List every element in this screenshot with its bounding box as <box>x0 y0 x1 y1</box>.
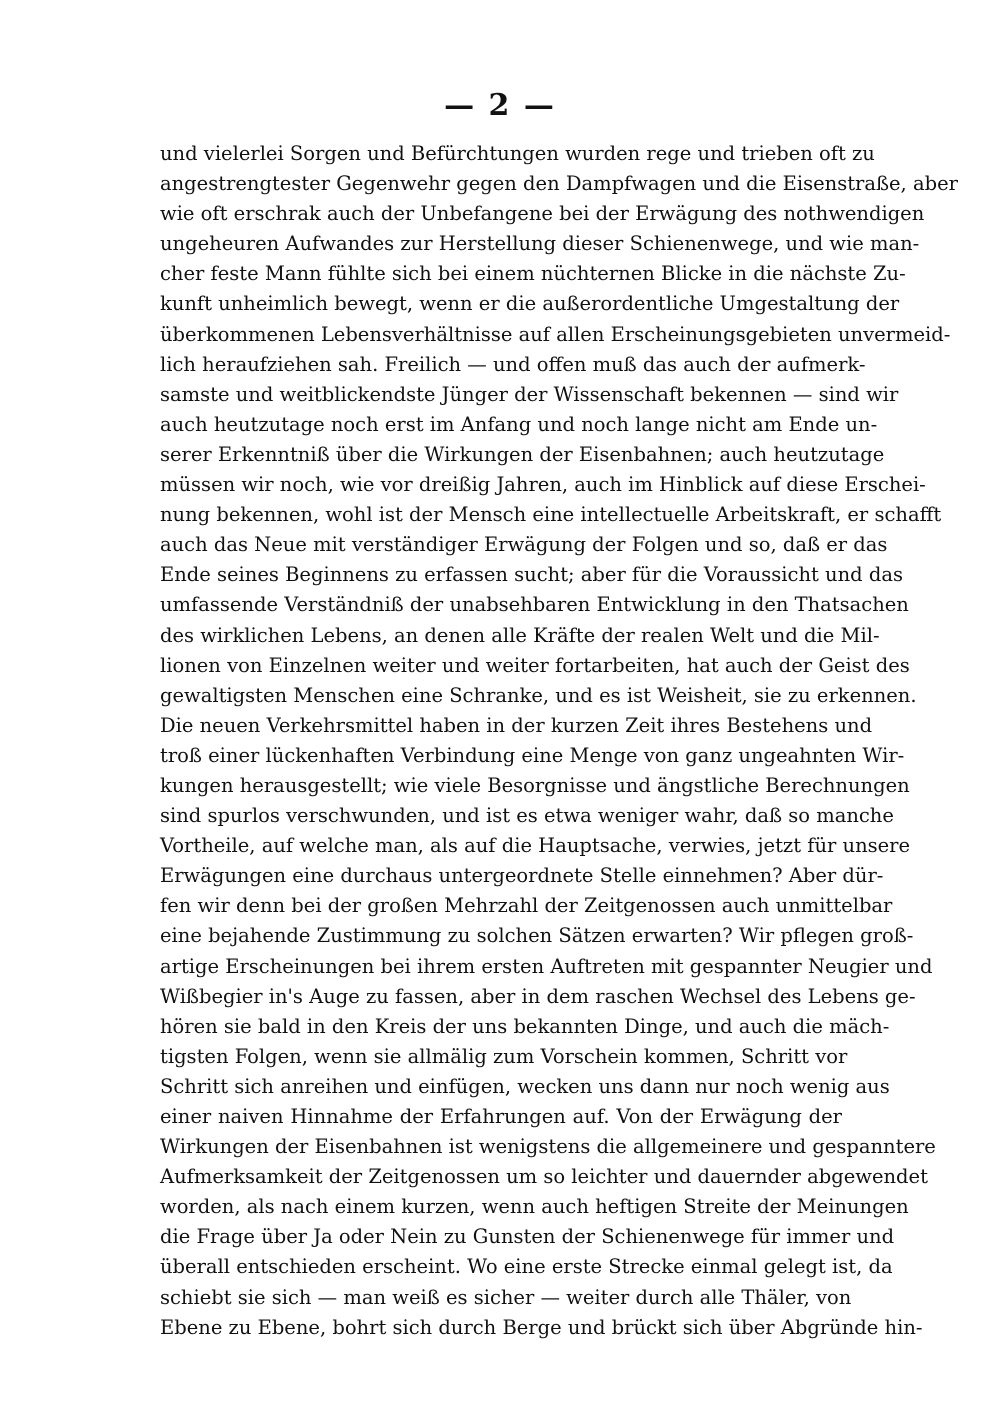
text-line: umfassende Verständniß der unabsehbaren Entwicklung in den Thatsachen <box>160 593 909 617</box>
body-text <box>160 139 958 1343</box>
text-line: Die neuen Verkehrsmittel haben in der kurzen Zeit ihres Bestehens und <box>160 713 873 737</box>
text-line: Vortheile, auf welche man, als auf die Hauptsache, verwies, jetzt für unsere <box>160 834 911 858</box>
text-line: serer Erkenntniß über die Wirkungen der Eisenbahnen; auch heutzutage <box>160 442 885 466</box>
text-line: wie oft erschrak auch der Unbefangene bei der Erwägung des nothwendigen <box>160 202 925 226</box>
text-line: überall entschieden erscheint. Wo eine erste Strecke einmal gelegt ist, da <box>160 1255 893 1279</box>
text-line: auch heutzutage noch erst im Anfang und noch lange nicht am Ende un- <box>160 412 878 436</box>
text-line: cher feste Mann fühlte sich bei einem nüchternen Blicke in die nächste Zu- <box>160 262 906 286</box>
text-line: überkommenen Lebensverhältnisse auf allen Erscheinungsgebieten unvermeid- <box>160 322 951 346</box>
text-line: sind spurlos verschwunden, und ist es etwa weniger wahr, daß so manche <box>160 804 894 828</box>
text-line: artige Erscheinungen bei ihrem ersten Auftreten mit gespannter Neugier und <box>160 954 933 978</box>
text-line: Ebene zu Ebene, bohrt sich durch Berge und brückt sich über Abgründe hin- <box>160 1315 923 1339</box>
text-line: hören sie bald in den Kreis der uns bekannten Dinge, und auch die mäch- <box>160 1014 890 1038</box>
text-line: Schritt sich anreihen und einfügen, wecken uns dann nur noch wenig aus <box>160 1074 890 1098</box>
page-number: — 2 — <box>444 88 556 123</box>
text-line: ungeheuren Aufwandes zur Herstellung dieser Schienenwege, und wie man- <box>160 232 920 256</box>
text-line: lionen von Einzelnen weiter und weiter fortarbeiten, hat auch der Geist des <box>160 653 910 677</box>
text-line: fen wir denn bei der großen Mehrzahl der Zeitgenossen auch unmittelbar <box>160 894 893 918</box>
text-line: gewaltigsten Menschen eine Schranke, und es ist Weisheit, sie zu erkennen. <box>160 683 917 707</box>
text-line: samste und weitblickendste Jünger der Wissenschaft bekennen — sind wir <box>160 382 899 406</box>
text-line: kungen herausgestellt; wie viele Besorgnisse und ängstliche Berechnungen <box>160 773 910 797</box>
text-line: troß einer lückenhaften Verbindung eine Menge von ganz ungeahnten Wir- <box>160 743 905 767</box>
text-line: nung bekennen, wohl ist der Mensch eine intellectuelle Arbeitskraft, er schafft <box>160 503 942 527</box>
text-line: angestrengtester Gegenwehr gegen den Dampfwagen und die Eisenstraße, aber <box>160 172 958 196</box>
text-line: und vielerlei Sorgen und Befürchtungen wurden rege und trieben oft zu <box>160 142 875 165</box>
text-line: schiebt sie sich — man weiß es sicher — weiter durch alle Thäler, von <box>160 1285 852 1309</box>
text-line: Wirkungen der Eisenbahnen ist wenigstens die allgemeinere und gespanntere <box>160 1135 936 1159</box>
text-line: kunft unheimlich bewegt, wenn er die außerordentliche Umgestaltung der <box>160 292 900 316</box>
text-line: tigsten Folgen, wenn sie allmälig zum Vorschein kommen, Schritt vor <box>160 1044 848 1068</box>
text-line: auch das Neue mit verständiger Erwägung der Folgen und so, daß er das <box>160 533 888 557</box>
text-line: Wißbegier in's Auge zu fassen, aber in dem raschen Wechsel des Lebens ge- <box>160 984 916 1008</box>
text-line: müssen wir noch, wie vor dreißig Jahren, auch im Hinblick auf diese Erschei- <box>160 473 926 497</box>
text-line: des wirklichen Lebens, an denen alle Kräfte der realen Welt und die Mil- <box>160 623 880 647</box>
text-line: Aufmerksamkeit der Zeitgenossen um so leichter und dauernder abgewendet <box>160 1165 928 1189</box>
text-line: die Frage über Ja oder Nein zu Gunsten der Schienenwege für immer und <box>160 1225 895 1249</box>
text-line: eine bejahende Zustimmung zu solchen Sätzen erwarten? Wir pflegen groß- <box>160 924 914 948</box>
text-line: worden, als nach einem kurzen, wenn auch heftigen Streite der Meinungen <box>160 1195 909 1219</box>
text-line: Erwägungen eine durchaus untergeordnete Stelle einnehmen? Aber dür- <box>160 864 884 888</box>
text-line: Ende seines Beginnens zu erfassen sucht; aber für die Voraussicht und das <box>160 563 903 587</box>
text-line: einer naiven Hinnahme der Erfahrungen auf. Von der Erwägung der <box>160 1105 842 1128</box>
text-line: lich heraufziehen sah. Freilich — und offen muß das auch der aufmerk- <box>160 352 866 376</box>
